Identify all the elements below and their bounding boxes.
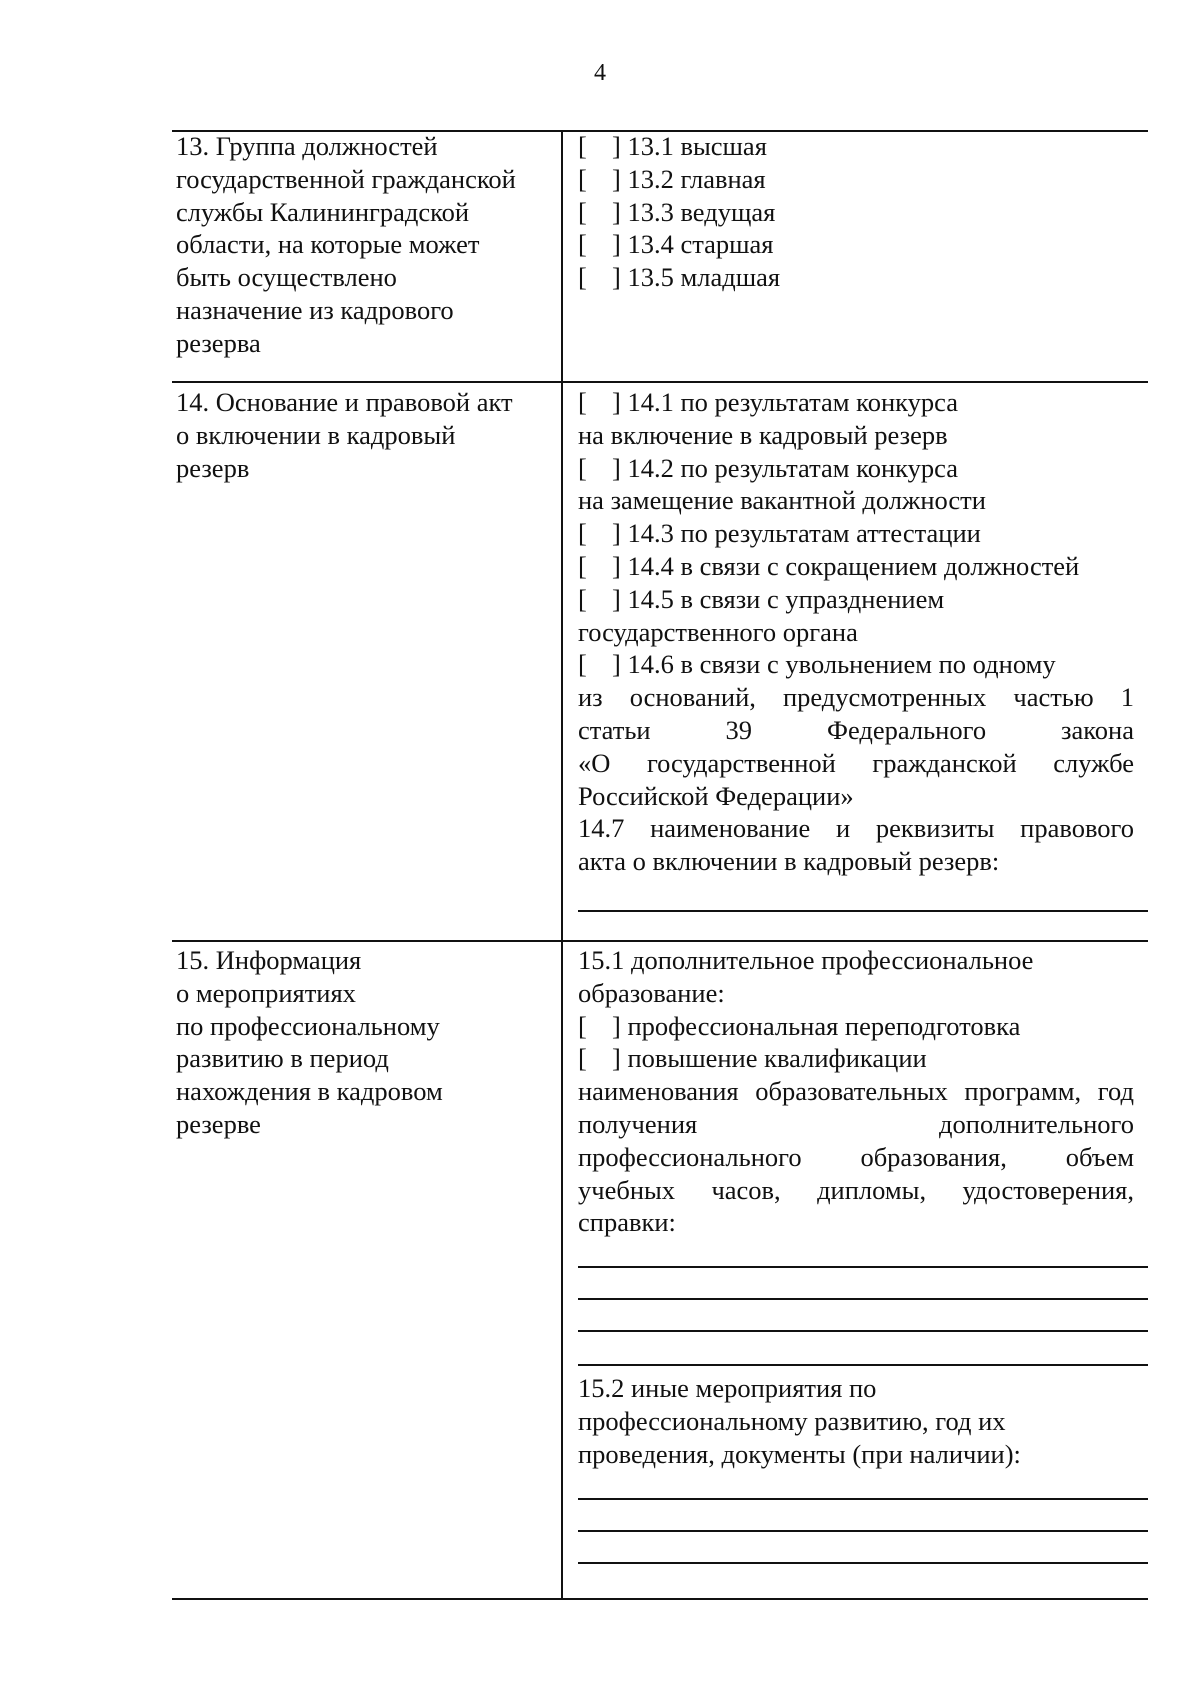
checkbox-bracket[interactable]: [ (578, 131, 587, 161)
option-label: ] 13.2 главная (612, 163, 766, 194)
checkbox-option[interactable] (578, 196, 1134, 229)
page-number: 4 (594, 60, 606, 86)
education-fill-line[interactable] (578, 1364, 1148, 1366)
checkbox-bracket[interactable]: [ (578, 452, 587, 483)
education-fill-line[interactable] (578, 1266, 1148, 1268)
label-line: службы Калининградской (176, 196, 470, 227)
row-divider-14-15 (172, 940, 1148, 942)
option-continuation: Российской Федерации» (578, 780, 854, 811)
checkbox-bracket[interactable]: [ (578, 1010, 587, 1041)
description-line: наименования образовательных программ, год (578, 1076, 1134, 1107)
option-label: ] профессиональная переподготовка (612, 1010, 1021, 1041)
option-continuation: статьи 39 Федерального закона (578, 714, 1134, 745)
option-label: ] 13.3 ведущая (612, 196, 776, 227)
subsection-title: 15.2 иные мероприятия по (578, 1373, 877, 1403)
checkbox-bracket[interactable]: [ (578, 387, 587, 417)
label-line: нахождения в кадровом (176, 1076, 443, 1107)
section-15-additional-education (578, 944, 1134, 1239)
option-label: ] 14.1 по результатам конкурса (612, 387, 958, 417)
subsection-title: образование: (578, 977, 725, 1008)
option-label: ] 13.5 младшая (612, 262, 781, 293)
option-label: ] 14.4 в связи с сокращением должностей (612, 550, 1080, 581)
option-label: ] 14.5 в связи с упразднением (612, 583, 945, 614)
checkbox-bracket[interactable]: [ (578, 229, 587, 260)
label-line: быть осуществлено (176, 262, 397, 293)
section-13-options (578, 130, 1134, 294)
subsection-title: проведения, документы (при наличии): (578, 1438, 1021, 1469)
row-divider-13-14 (172, 381, 1148, 383)
label-line: назначение из кадрового (176, 294, 454, 325)
option-label: ] 14.3 по результатам аттестации (612, 518, 981, 549)
label-line: резерва (176, 327, 261, 358)
option-label: ] 14.2 по результатам конкурса (612, 452, 958, 483)
checkbox-bracket[interactable]: [ (578, 550, 587, 581)
label-line: 13. Группа должностей (176, 131, 438, 161)
label-line: резерве (176, 1108, 261, 1139)
description-line: получения дополнительного (578, 1108, 1134, 1139)
label-line: развитию в период (176, 1043, 389, 1074)
option-continuation: «О государственной гражданской службе (578, 747, 1134, 778)
checkbox-bracket[interactable]: [ (578, 262, 587, 293)
checkbox-option[interactable] (578, 1010, 1134, 1043)
checkbox-option[interactable] (578, 1042, 1134, 1075)
checkbox-option[interactable] (578, 130, 1134, 163)
checkbox-bracket[interactable]: [ (578, 583, 587, 614)
checkbox-option[interactable] (578, 452, 1134, 485)
label-line: 14. Основание и правовой акт (176, 387, 513, 417)
checkbox-option[interactable] (578, 648, 1134, 681)
option-label: ] повышение квалификации (612, 1043, 927, 1074)
description-line: справки: (578, 1207, 676, 1238)
legal-act-fill-line[interactable] (578, 910, 1148, 912)
education-fill-line[interactable] (578, 1330, 1148, 1332)
section-14-options (578, 386, 1134, 878)
option-label: ] 14.6 в связи с увольнением по одному (612, 649, 1056, 680)
column-divider (561, 130, 563, 1600)
label-line: области, на которые может (176, 229, 480, 260)
description-line: учебных часов, дипломы, удостоверения, (578, 1174, 1134, 1205)
subsection-title: 15.1 дополнительное профессиональное (578, 945, 1034, 975)
other-activities-fill-line[interactable] (578, 1498, 1148, 1500)
checkbox-option[interactable] (578, 228, 1134, 261)
option-label: ] 13.4 старшая (612, 229, 774, 260)
checkbox-option[interactable] (578, 583, 1134, 616)
checkbox-bracket[interactable]: [ (578, 196, 587, 227)
legal-act-label: акта о включении в кадровый резерв: (578, 846, 1000, 877)
checkbox-bracket[interactable]: [ (578, 163, 587, 194)
option-label: ] 13.1 высшая (612, 131, 767, 161)
checkbox-option[interactable] (578, 517, 1134, 550)
label-line: о мероприятиях (176, 977, 356, 1008)
checkbox-bracket[interactable]: [ (578, 649, 587, 680)
checkbox-option[interactable] (578, 261, 1134, 294)
section-15-label (176, 944, 556, 1141)
checkbox-option[interactable] (578, 386, 1134, 419)
section-13-label (176, 130, 556, 360)
other-activities-fill-line[interactable] (578, 1530, 1148, 1532)
table-bottom-border (172, 1598, 1148, 1600)
checkbox-option[interactable] (578, 550, 1134, 583)
checkbox-bracket[interactable]: [ (578, 518, 587, 549)
section-15-other-activities (578, 1372, 1134, 1470)
option-continuation: из оснований, предусмотренных частью 1 (578, 682, 1134, 713)
description-line: профессионального образования, объем (578, 1141, 1134, 1172)
label-line: по профессиональному (176, 1010, 440, 1041)
other-activities-fill-line[interactable] (578, 1562, 1148, 1564)
checkbox-option[interactable] (578, 163, 1134, 196)
option-continuation: на включение в кадровый резерв (578, 419, 948, 450)
section-14-label (176, 386, 556, 484)
option-continuation: на замещение вакантной должности (578, 485, 986, 516)
label-line: о включении в кадровый (176, 419, 456, 450)
label-line: 15. Информация (176, 945, 362, 975)
option-continuation: государственного органа (578, 616, 858, 647)
subsection-title: профессиональному развитию, год их (578, 1405, 1006, 1436)
legal-act-label: 14.7 наименование и реквизиты правового (578, 813, 1134, 844)
label-line: государственной гражданской (176, 163, 516, 194)
label-line: резерв (176, 452, 250, 483)
checkbox-bracket[interactable]: [ (578, 1043, 587, 1074)
education-fill-line[interactable] (578, 1298, 1148, 1300)
